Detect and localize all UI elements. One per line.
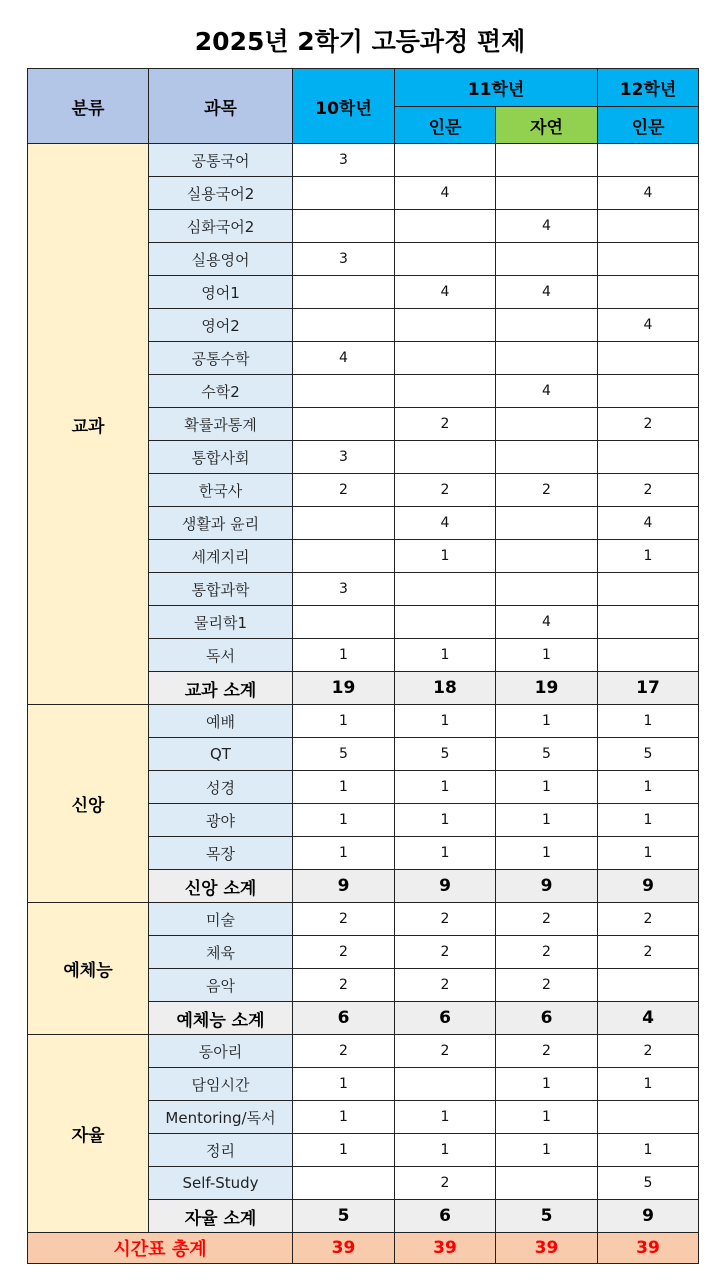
subject-cell: 체육 [149, 936, 293, 969]
subtotal-label: 신앙 소계 [149, 870, 293, 903]
page-title: 2025년 2학기 고등과정 편제 [194, 27, 526, 56]
hours-cell-g11a [395, 210, 496, 243]
hours-cell-g11a: 2 [395, 903, 496, 936]
subject-cell: 실용국어2 [149, 177, 293, 210]
hours-cell-g10: 3 [293, 573, 395, 606]
subject-cell: 음악 [149, 969, 293, 1002]
subject-cell: 독서 [149, 639, 293, 672]
hours-cell-g11a [395, 144, 496, 177]
subject-cell: 영어1 [149, 276, 293, 309]
hours-cell-g11b: 1 [496, 705, 598, 738]
hours-cell-g11a: 1 [395, 1134, 496, 1167]
table-row [28, 705, 699, 738]
hours-cell-g12: 5 [598, 738, 699, 771]
hours-cell-g12 [598, 243, 699, 276]
hours-cell-g11a: 4 [395, 507, 496, 540]
hours-cell-g12: 5 [598, 1167, 699, 1200]
hours-cell-g10: 3 [293, 144, 395, 177]
hours-cell-g11b [496, 177, 598, 210]
hours-cell-g12: 4 [598, 177, 699, 210]
subtotal-value-g11a: 9 [395, 870, 496, 903]
total-value-g12: 39 [598, 1233, 699, 1264]
hours-cell-g10: 2 [293, 903, 395, 936]
table-row [28, 1035, 699, 1068]
hours-cell-g11a: 2 [395, 408, 496, 441]
table-row [28, 903, 699, 936]
hours-cell-g11a: 1 [395, 1101, 496, 1134]
hours-cell-g10 [293, 540, 395, 573]
hours-cell-g11a: 2 [395, 1167, 496, 1200]
hours-cell-g11b: 4 [496, 606, 598, 639]
hours-cell-g11a [395, 441, 496, 474]
hours-cell-g12: 1 [598, 705, 699, 738]
hours-cell-g11a [395, 1068, 496, 1101]
header-grade12: 12학년 [598, 69, 699, 107]
hours-cell-g11b [496, 507, 598, 540]
subtotal-value-g11b: 19 [496, 672, 598, 705]
hours-cell-g10 [293, 276, 395, 309]
hours-cell-g10 [293, 606, 395, 639]
hours-cell-g12 [598, 606, 699, 639]
total-row [28, 1233, 699, 1264]
subject-cell: 광야 [149, 804, 293, 837]
hours-cell-g11b [496, 408, 598, 441]
hours-cell-g10: 5 [293, 738, 395, 771]
hours-cell-g12 [598, 276, 699, 309]
header-grade11-science: 자연 [496, 107, 598, 144]
subtotal-label: 교과 소계 [149, 672, 293, 705]
subject-cell: 공통수학 [149, 342, 293, 375]
hours-cell-g11a [395, 342, 496, 375]
subject-cell: 확률과통계 [149, 408, 293, 441]
hours-cell-g12: 1 [598, 804, 699, 837]
header-grade11: 11학년 [395, 69, 598, 107]
hours-cell-g12: 2 [598, 1035, 699, 1068]
total-label: 시간표 총계 [28, 1233, 293, 1264]
hours-cell-g10 [293, 210, 395, 243]
hours-cell-g11b: 2 [496, 474, 598, 507]
subtotal-label: 자율 소계 [149, 1200, 293, 1233]
hours-cell-g10 [293, 375, 395, 408]
hours-cell-g12 [598, 441, 699, 474]
hours-cell-g12: 1 [598, 837, 699, 870]
subtotal-value-g10: 9 [293, 870, 395, 903]
hours-cell-g11b: 1 [496, 639, 598, 672]
subtotal-value-g11b: 6 [496, 1002, 598, 1035]
hours-cell-g12: 1 [598, 1068, 699, 1101]
hours-cell-g10: 2 [293, 1035, 395, 1068]
subject-cell: 목장 [149, 837, 293, 870]
hours-cell-g10: 1 [293, 1068, 395, 1101]
hours-cell-g11a: 1 [395, 639, 496, 672]
hours-cell-g11a: 1 [395, 705, 496, 738]
hours-cell-g11b [496, 309, 598, 342]
hours-cell-g11b [496, 1167, 598, 1200]
hours-cell-g12: 2 [598, 408, 699, 441]
hours-cell-g11a: 1 [395, 540, 496, 573]
hours-cell-g12 [598, 1101, 699, 1134]
total-value-g11a: 39 [395, 1233, 496, 1264]
hours-cell-g10 [293, 507, 395, 540]
hours-cell-g11b: 1 [496, 1134, 598, 1167]
subject-cell: Mentoring/독서 [149, 1101, 293, 1134]
hours-cell-g10: 1 [293, 705, 395, 738]
hours-cell-g12: 1 [598, 540, 699, 573]
hours-cell-g12: 1 [598, 771, 699, 804]
hours-cell-g11a [395, 573, 496, 606]
hours-cell-g12: 2 [598, 474, 699, 507]
subtotal-value-g11b: 5 [496, 1200, 598, 1233]
hours-cell-g10: 1 [293, 1134, 395, 1167]
hours-cell-g11a: 1 [395, 804, 496, 837]
hours-cell-g11a: 5 [395, 738, 496, 771]
subject-cell: 성경 [149, 771, 293, 804]
table-row [28, 144, 699, 177]
total-value-g10: 39 [293, 1233, 395, 1264]
subtotal-value-g12: 9 [598, 1200, 699, 1233]
hours-cell-g11b: 1 [496, 837, 598, 870]
hours-cell-g11b: 2 [496, 1035, 598, 1068]
hours-cell-g12 [598, 375, 699, 408]
hours-cell-g10 [293, 177, 395, 210]
category-cell: 자율 [28, 1035, 149, 1233]
hours-cell-g11a [395, 309, 496, 342]
hours-cell-g11b: 1 [496, 1101, 598, 1134]
hours-cell-g12: 4 [598, 507, 699, 540]
header-grade11-liberal: 인문 [395, 107, 496, 144]
hours-cell-g11b: 2 [496, 969, 598, 1002]
subject-cell: 미술 [149, 903, 293, 936]
hours-cell-g11a: 1 [395, 771, 496, 804]
subtotal-value-g12: 9 [598, 870, 699, 903]
hours-cell-g10: 1 [293, 639, 395, 672]
subtotal-value-g10: 6 [293, 1002, 395, 1035]
hours-cell-g11a: 2 [395, 969, 496, 1002]
hours-cell-g11b: 1 [496, 804, 598, 837]
hours-cell-g11a: 2 [395, 474, 496, 507]
hours-cell-g11a [395, 606, 496, 639]
subject-cell: 공통국어 [149, 144, 293, 177]
subtotal-value-g11a: 6 [395, 1200, 496, 1233]
subject-cell: 정리 [149, 1134, 293, 1167]
hours-cell-g12 [598, 969, 699, 1002]
subject-cell: 담임시간 [149, 1068, 293, 1101]
header-grade12-liberal: 인문 [598, 107, 699, 144]
subject-cell: 물리학1 [149, 606, 293, 639]
hours-cell-g12 [598, 573, 699, 606]
hours-cell-g10: 1 [293, 1101, 395, 1134]
subject-cell: Self-Study [149, 1167, 293, 1200]
hours-cell-g12 [598, 639, 699, 672]
subject-cell: 생활과 윤리 [149, 507, 293, 540]
hours-cell-g12: 1 [598, 1134, 699, 1167]
hours-cell-g10: 4 [293, 342, 395, 375]
header-category: 분류 [28, 69, 149, 144]
subtotal-value-g10: 19 [293, 672, 395, 705]
subtotal-label: 예체능 소계 [149, 1002, 293, 1035]
subtotal-value-g11b: 9 [496, 870, 598, 903]
subject-cell: 영어2 [149, 309, 293, 342]
hours-cell-g11a: 2 [395, 1035, 496, 1068]
hours-cell-g10: 2 [293, 969, 395, 1002]
hours-cell-g11b [496, 540, 598, 573]
hours-cell-g10: 1 [293, 771, 395, 804]
total-value-g11b: 39 [496, 1233, 598, 1264]
hours-cell-g10 [293, 1167, 395, 1200]
subject-cell: 한국사 [149, 474, 293, 507]
subject-cell: 통합사회 [149, 441, 293, 474]
subtotal-value-g10: 5 [293, 1200, 395, 1233]
subject-cell: 동아리 [149, 1035, 293, 1068]
hours-cell-g11b [496, 144, 598, 177]
subject-cell: 예배 [149, 705, 293, 738]
hours-cell-g11b [496, 243, 598, 276]
subject-cell: 세계지리 [149, 540, 293, 573]
subtotal-value-g12: 4 [598, 1002, 699, 1035]
hours-cell-g11b [496, 573, 598, 606]
subtotal-value-g11a: 18 [395, 672, 496, 705]
hours-cell-g11b: 2 [496, 903, 598, 936]
header-grade10: 10학년 [293, 69, 395, 144]
hours-cell-g10: 3 [293, 243, 395, 276]
hours-cell-g12: 2 [598, 903, 699, 936]
hours-cell-g10 [293, 408, 395, 441]
hours-cell-g10: 1 [293, 837, 395, 870]
hours-cell-g11b: 4 [496, 375, 598, 408]
hours-cell-g12 [598, 144, 699, 177]
hours-cell-g11b: 4 [496, 210, 598, 243]
hours-cell-g11a [395, 375, 496, 408]
subtotal-value-g12: 17 [598, 672, 699, 705]
hours-cell-g12: 2 [598, 936, 699, 969]
category-cell: 교과 [28, 144, 149, 705]
hours-cell-g11b [496, 441, 598, 474]
subject-cell: 통합과학 [149, 573, 293, 606]
hours-cell-g10: 1 [293, 804, 395, 837]
category-cell: 예체능 [28, 903, 149, 1035]
subject-cell: 심화국어2 [149, 210, 293, 243]
subject-cell: 수학2 [149, 375, 293, 408]
hours-cell-g11b: 1 [496, 1068, 598, 1101]
hours-cell-g10: 3 [293, 441, 395, 474]
hours-cell-g11b: 2 [496, 936, 598, 969]
subject-cell: QT [149, 738, 293, 771]
hours-cell-g11a [395, 243, 496, 276]
hours-cell-g11a: 4 [395, 276, 496, 309]
curriculum-table [27, 68, 699, 1264]
hours-cell-g11b [496, 342, 598, 375]
hours-cell-g10 [293, 309, 395, 342]
header-subject: 과목 [149, 69, 293, 144]
subtotal-value-g11a: 6 [395, 1002, 496, 1035]
hours-cell-g11b: 5 [496, 738, 598, 771]
category-cell: 신앙 [28, 705, 149, 903]
hours-cell-g11b: 1 [496, 771, 598, 804]
hours-cell-g10: 2 [293, 936, 395, 969]
hours-cell-g12 [598, 210, 699, 243]
hours-cell-g11a: 2 [395, 936, 496, 969]
hours-cell-g10: 2 [293, 474, 395, 507]
hours-cell-g11a: 1 [395, 837, 496, 870]
hours-cell-g12 [598, 342, 699, 375]
hours-cell-g11b: 4 [496, 276, 598, 309]
hours-cell-g11a: 4 [395, 177, 496, 210]
subject-cell: 실용영어 [149, 243, 293, 276]
hours-cell-g12: 4 [598, 309, 699, 342]
